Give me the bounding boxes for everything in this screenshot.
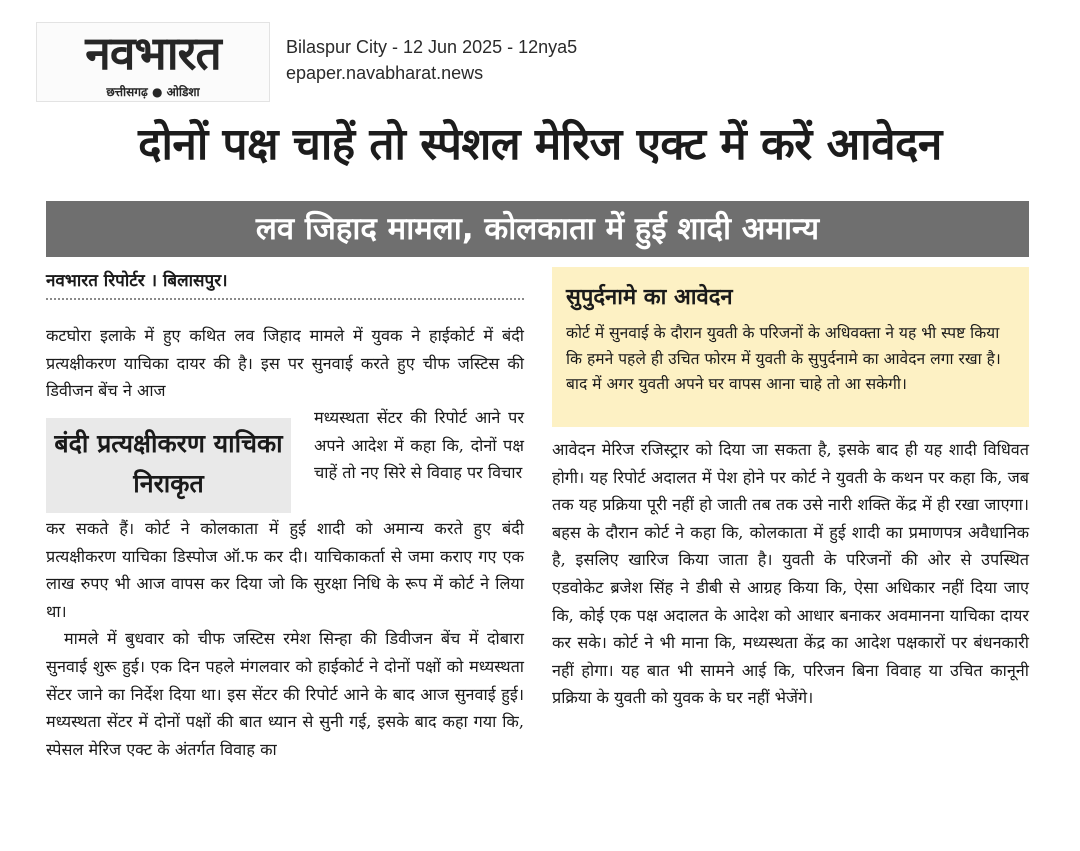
left-column-bottom: [46, 515, 524, 763]
paragraph-1-top: कटघोरा इलाके में हुए कथित लव जिहाद मामले में युवक ने हाईकोर्ट में बंदी प्रत्यक्षीकरण याचिका दायर की है। इस पर सुनवाई करते हुए चीफ जस्टिस की डिवीजन बेंच ने आज: [46, 326, 524, 401]
edition-info: [286, 34, 577, 86]
headline: दोनों पक्ष चाहें तो स्पेशल मेरिज एक्ट में करें आवेदन: [138, 119, 942, 170]
edition-line: Bilaspur City - 12 Jun 2025 - 12nya5: [286, 37, 578, 57]
subheadline: लव जिहाद मामला, कोलकाता में हुई शादी अमान्य: [255, 211, 820, 247]
paragraph-2: मामले में बुधवार को चीफ जस्टिस रमेश सिन्हा की डिवीजन बेंच में दोबारा सुनवाई शुरू हुई। एक दिन पहले मंगलवार को हाईकोर्ट ने दोनों पक्षों को मध्यस्थता सेंटर जाने का निर्देश दिया था। इस सेंटर की रिपोर्ट आने के बाद आज सुनवाई हुई। मध्यस्थता सेंटर में दोनों पक्षों की बात ध्यान से सुनी गई, इसके बाद कहा गया कि, स्पेसल मेरिज एक्ट के अंतर्गत विवाह का: [46, 629, 524, 759]
newspaper-logo: [36, 22, 270, 102]
site-url: epaper.navabharat.news: [286, 63, 484, 83]
left-column-top: [46, 322, 524, 405]
logo-subtitle: छत्तीसगढ़ ● ओडिशा: [106, 85, 200, 99]
pullquote-box: [46, 418, 293, 513]
sidebar-title: सुपुर्दनामे का आवेदन: [566, 285, 733, 310]
sidebar-body: कोर्ट में सुनवाई के दौरान युवती के परिजनों के अधिवक्ता ने यह भी स्पष्ट किया कि हमने पहले ही उचित फोरम में युवती के सुपुर्दनामे का आवेदन लगा रखा है। बाद में अगर युवती अपने घर वापस आना चाहे तो आ सकेगी।: [566, 324, 1001, 393]
right-column: [552, 436, 1029, 712]
paragraph-3: आवेदन मेरिज रजिस्ट्रार को दिया जा सकता है, इसके बाद ही यह शादी विधिवत होगी। यह रिपोर्ट अदालत में पेश होने पर कोर्ट ने युवती के कथन पर कहा कि, जब तक यह प्रक्रिया पूरी नहीं हो जाती तब तक उसे नारी शक्ति केंद्र में ही रखा जाएगा। बहस के दौरान कोर्ट ने कहा कि, कोलकाता में हुई शादी का प्रमाणपत्र अवैधानिक है, इसलिए खारिज किया जाता है। युवती के परिजनों की ओर से उपस्थित एडवोकेट ब्रजेश सिंह ने डीबी से आग्रह किया कि, ऐसा अधिकार नहीं दिया जाए कि, कोई एक पक्ष अदालत के आदेश को आधार बनाकर अवमानना याचिका दायर कर सके। कोर्ट ने भी माना कि, मध्यस्थता केंद्र का आदेश पक्षकारों पर बंधनकारी नहीं होगा। यह बात भी सामने आई कि, परिजन बिना विवाह या उचित कानूनी प्रक्रिया के युवती को युवक के घर नहीं भेजेंगे।: [552, 440, 1029, 708]
byline: नवभारत रिपोर्टर । बिलासपुर।: [46, 271, 228, 291]
pullquote: बंदी प्रत्यक्षीकरण याचिका निराकृत: [54, 429, 283, 498]
paragraph-1-rest: कर सकते हैं। कोर्ट ने कोलकाता में हुई शादी को अमान्य करते हुए बंदी प्रत्यक्षीकरण याचिका डिस्पोज ऑ.फ कर दी। याचिकाकर्ता से जमा कराए गए एक लाख रुपए भी आज वापस कर दिया जो कि सुरक्षा निधि के रूप में कोर्ट ने लिया था।: [46, 519, 524, 621]
logo-wordmark: नवभारत: [85, 26, 221, 80]
subheadline-bar: [46, 201, 1029, 257]
divider: [46, 298, 524, 300]
sidebar-box: [552, 267, 1029, 427]
paragraph-1-float: मध्यस्थता सेंटर की रिपोर्ट आने पर अपने आदेश में कहा कि, दोनों पक्ष चाहें तो नए सिरे से विवाह पर विचार: [314, 408, 524, 483]
